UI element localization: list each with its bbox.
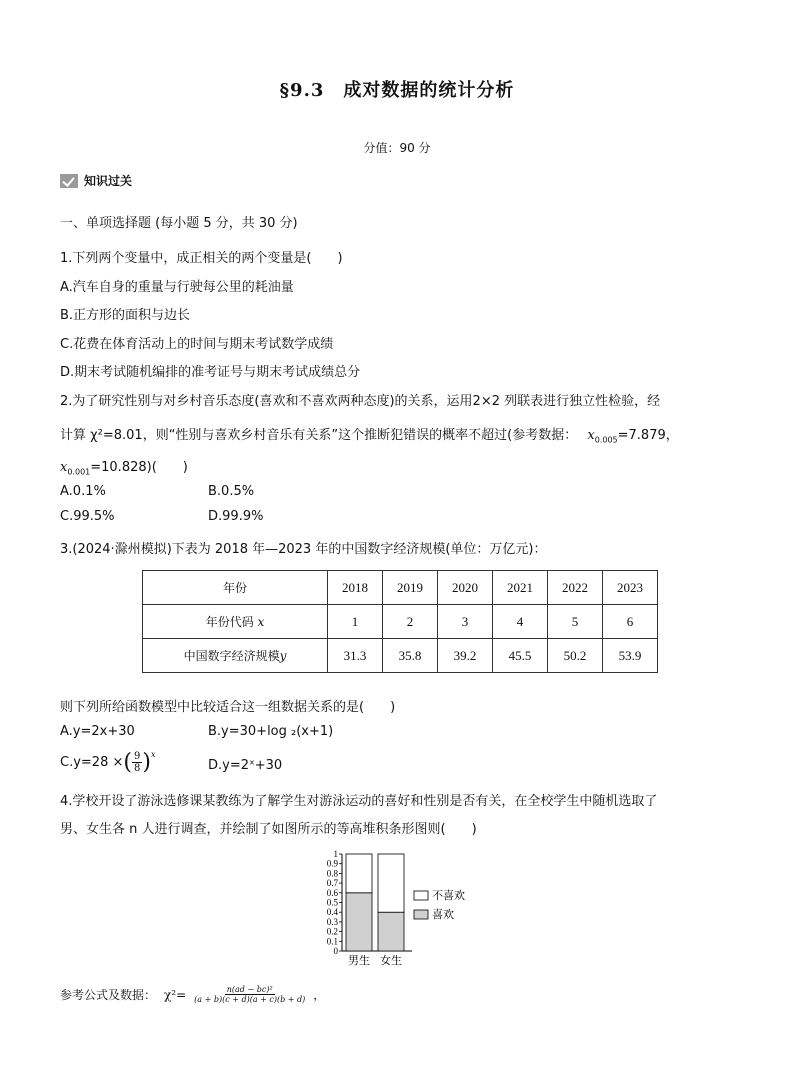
formula-numerator: n(ad − bc)² xyxy=(226,985,273,994)
q1-stem: 1.下列两个变量中，成正相关的两个变量是( ) xyxy=(60,251,343,266)
q4-line2: 男、女生各 n 人进行调查，并绘制了如图所示的等高堆积条形图则( ) xyxy=(60,822,477,837)
q1-option-b: B.正方形的面积与边长 xyxy=(60,308,191,323)
table-header-label: 中国数字经济规模 xyxy=(183,649,280,663)
legend-swatch-like xyxy=(414,910,428,919)
q3-option-d: D.y=2ˣ+30 xyxy=(208,758,283,773)
q3-option-a: A.y=2x+30 xyxy=(60,724,135,739)
table-cell: 1 xyxy=(328,605,383,639)
q2-option-c: C.99.5% xyxy=(60,509,115,524)
formula-denominator: (a + b)(c + d)(a + c)(b + d) xyxy=(194,995,306,1004)
q2-x-val: =7.879， xyxy=(617,428,679,443)
q2-x2-var: x xyxy=(60,460,68,475)
q2-option-a: A.0.1% xyxy=(60,484,106,499)
q3-option-c xyxy=(60,750,155,775)
q2-option-d: D.99.9% xyxy=(208,509,264,524)
q2-line3 xyxy=(60,456,188,477)
table-cell: 4 xyxy=(493,605,548,639)
y-tick-label: 0.8 xyxy=(326,868,338,879)
table-cell: 2021 xyxy=(493,571,548,605)
q1-option-c: C.花费在体育活动上的时间与期末考试数学成绩 xyxy=(60,337,334,352)
y-tick-label: 1 xyxy=(333,850,338,859)
table-cell: 53.9 xyxy=(603,639,658,673)
table-cell: 5 xyxy=(548,605,603,639)
q3-question: 则下列所给函数模型中比较适合这一组数据关系的是( ) xyxy=(60,700,396,715)
table-cell: 2023 xyxy=(603,571,658,605)
table-cell: 2020 xyxy=(438,571,493,605)
q1-option-d: D.期末考试随机编排的准考证号与期末考试成绩总分 xyxy=(60,365,361,380)
bar-like xyxy=(378,912,404,951)
table-cell: 50.2 xyxy=(548,639,603,673)
legend-label-dislike: 不喜欢 xyxy=(432,889,465,902)
table-header-var: y xyxy=(279,649,287,663)
y-tick-label: 0.6 xyxy=(326,887,338,898)
table-header-label: 年份代码 xyxy=(205,615,254,629)
q1-option-a: A.汽车自身的重量与行驶每公里的耗油量 xyxy=(60,280,294,295)
q3-option-c-prefix: C.y=28 × xyxy=(60,755,124,770)
q2-x-sub: 0.005 xyxy=(594,435,618,445)
frac-den: 8 xyxy=(133,763,141,774)
q2-x2-val: =10.828)( ) xyxy=(90,460,188,475)
q2-line2-text: 计算 χ²=8.01，则“性别与喜欢乡村音乐有关系”这个推断犯错误的概率不超过(参考数据： xyxy=(60,428,578,443)
y-tick-label: 0.7 xyxy=(326,878,338,889)
y-tick-label: 0.9 xyxy=(326,858,338,869)
q3-stem: 3.(2024·滁州模拟)下表为 2018 年—2023 年的中国数字经济规模(单位：万亿元)： xyxy=(60,542,547,557)
table-header-cell: 年份 xyxy=(143,571,328,605)
bar-dislike xyxy=(346,854,372,893)
part-heading: 一、单项选择题 (每小题 5 分，共 30 分) xyxy=(60,216,298,231)
y-tick-label: 0.1 xyxy=(326,936,338,947)
table-cell: 31.3 xyxy=(328,639,383,673)
page-title: §9.3 成对数据的统计分析 xyxy=(279,80,515,101)
y-tick-label: 0.2 xyxy=(326,926,338,937)
formula-label: 参考公式及数据： xyxy=(60,988,157,1002)
table-header-var: x xyxy=(257,615,265,629)
table-cell: 2019 xyxy=(383,571,438,605)
x-category-label: 男生 xyxy=(348,954,370,967)
legend-swatch-dislike xyxy=(414,891,428,900)
q2-x2-sub: 0.001 xyxy=(67,467,91,477)
stacked-bar-chart xyxy=(318,850,478,970)
formula-trail: ， xyxy=(313,988,326,1002)
table-cell: 2 xyxy=(383,605,438,639)
table-row xyxy=(143,639,658,673)
frac-exp: x xyxy=(150,750,156,759)
x-category-label: 女生 xyxy=(380,954,402,967)
table-cell: 2022 xyxy=(548,571,603,605)
q3-option-b: B.y=30+log ₂(x+1) xyxy=(208,724,334,739)
table-cell: 35.8 xyxy=(383,639,438,673)
q2-line2 xyxy=(60,424,679,445)
table-cell: 3 xyxy=(438,605,493,639)
table-header-cell xyxy=(143,639,328,673)
table-cell: 45.5 xyxy=(493,639,548,673)
score-label: 分值：90 分 xyxy=(363,141,431,155)
y-tick-label: 0.3 xyxy=(326,916,338,927)
table-row xyxy=(143,605,658,639)
checkmark-icon xyxy=(60,174,78,188)
table-cell: 39.2 xyxy=(438,639,493,673)
economy-table xyxy=(142,570,658,673)
frac-num: 9 xyxy=(133,751,141,762)
y-tick-label: 0 xyxy=(333,946,338,956)
table-cell: 6 xyxy=(603,605,658,639)
section-label: 知识过关 xyxy=(84,174,133,188)
table-header-cell xyxy=(143,605,328,639)
formula-fraction xyxy=(194,985,305,1004)
y-tick-label: 0.5 xyxy=(326,897,338,908)
table-cell: 2018 xyxy=(328,571,383,605)
formula-lhs: χ²= xyxy=(164,987,187,1002)
formula-line xyxy=(60,985,325,1004)
bar-dislike xyxy=(378,854,404,912)
q2-option-b: B.0.5% xyxy=(208,484,255,499)
y-tick-label: 0.4 xyxy=(326,907,338,918)
q2-x-var: x xyxy=(587,428,595,443)
section-header xyxy=(60,172,132,189)
bar-like xyxy=(346,893,372,951)
legend-label-like: 喜欢 xyxy=(432,908,454,921)
q3-option-c-fraction: ( $\frac{9}{8}$ ) $^x$ xyxy=(123,750,156,775)
q2-line1: 2.为了研究性别与对乡村音乐态度(喜欢和不喜欢两种态度)的关系，运用2×2 列联表进行独立性检验，经 xyxy=(60,394,661,409)
q4-line1: 4.学校开设了游泳选修课某教练为了解学生对游泳运动的喜好和性别是否有关，在全校学生中随机选取了 xyxy=(60,794,658,809)
table-row xyxy=(143,571,658,605)
